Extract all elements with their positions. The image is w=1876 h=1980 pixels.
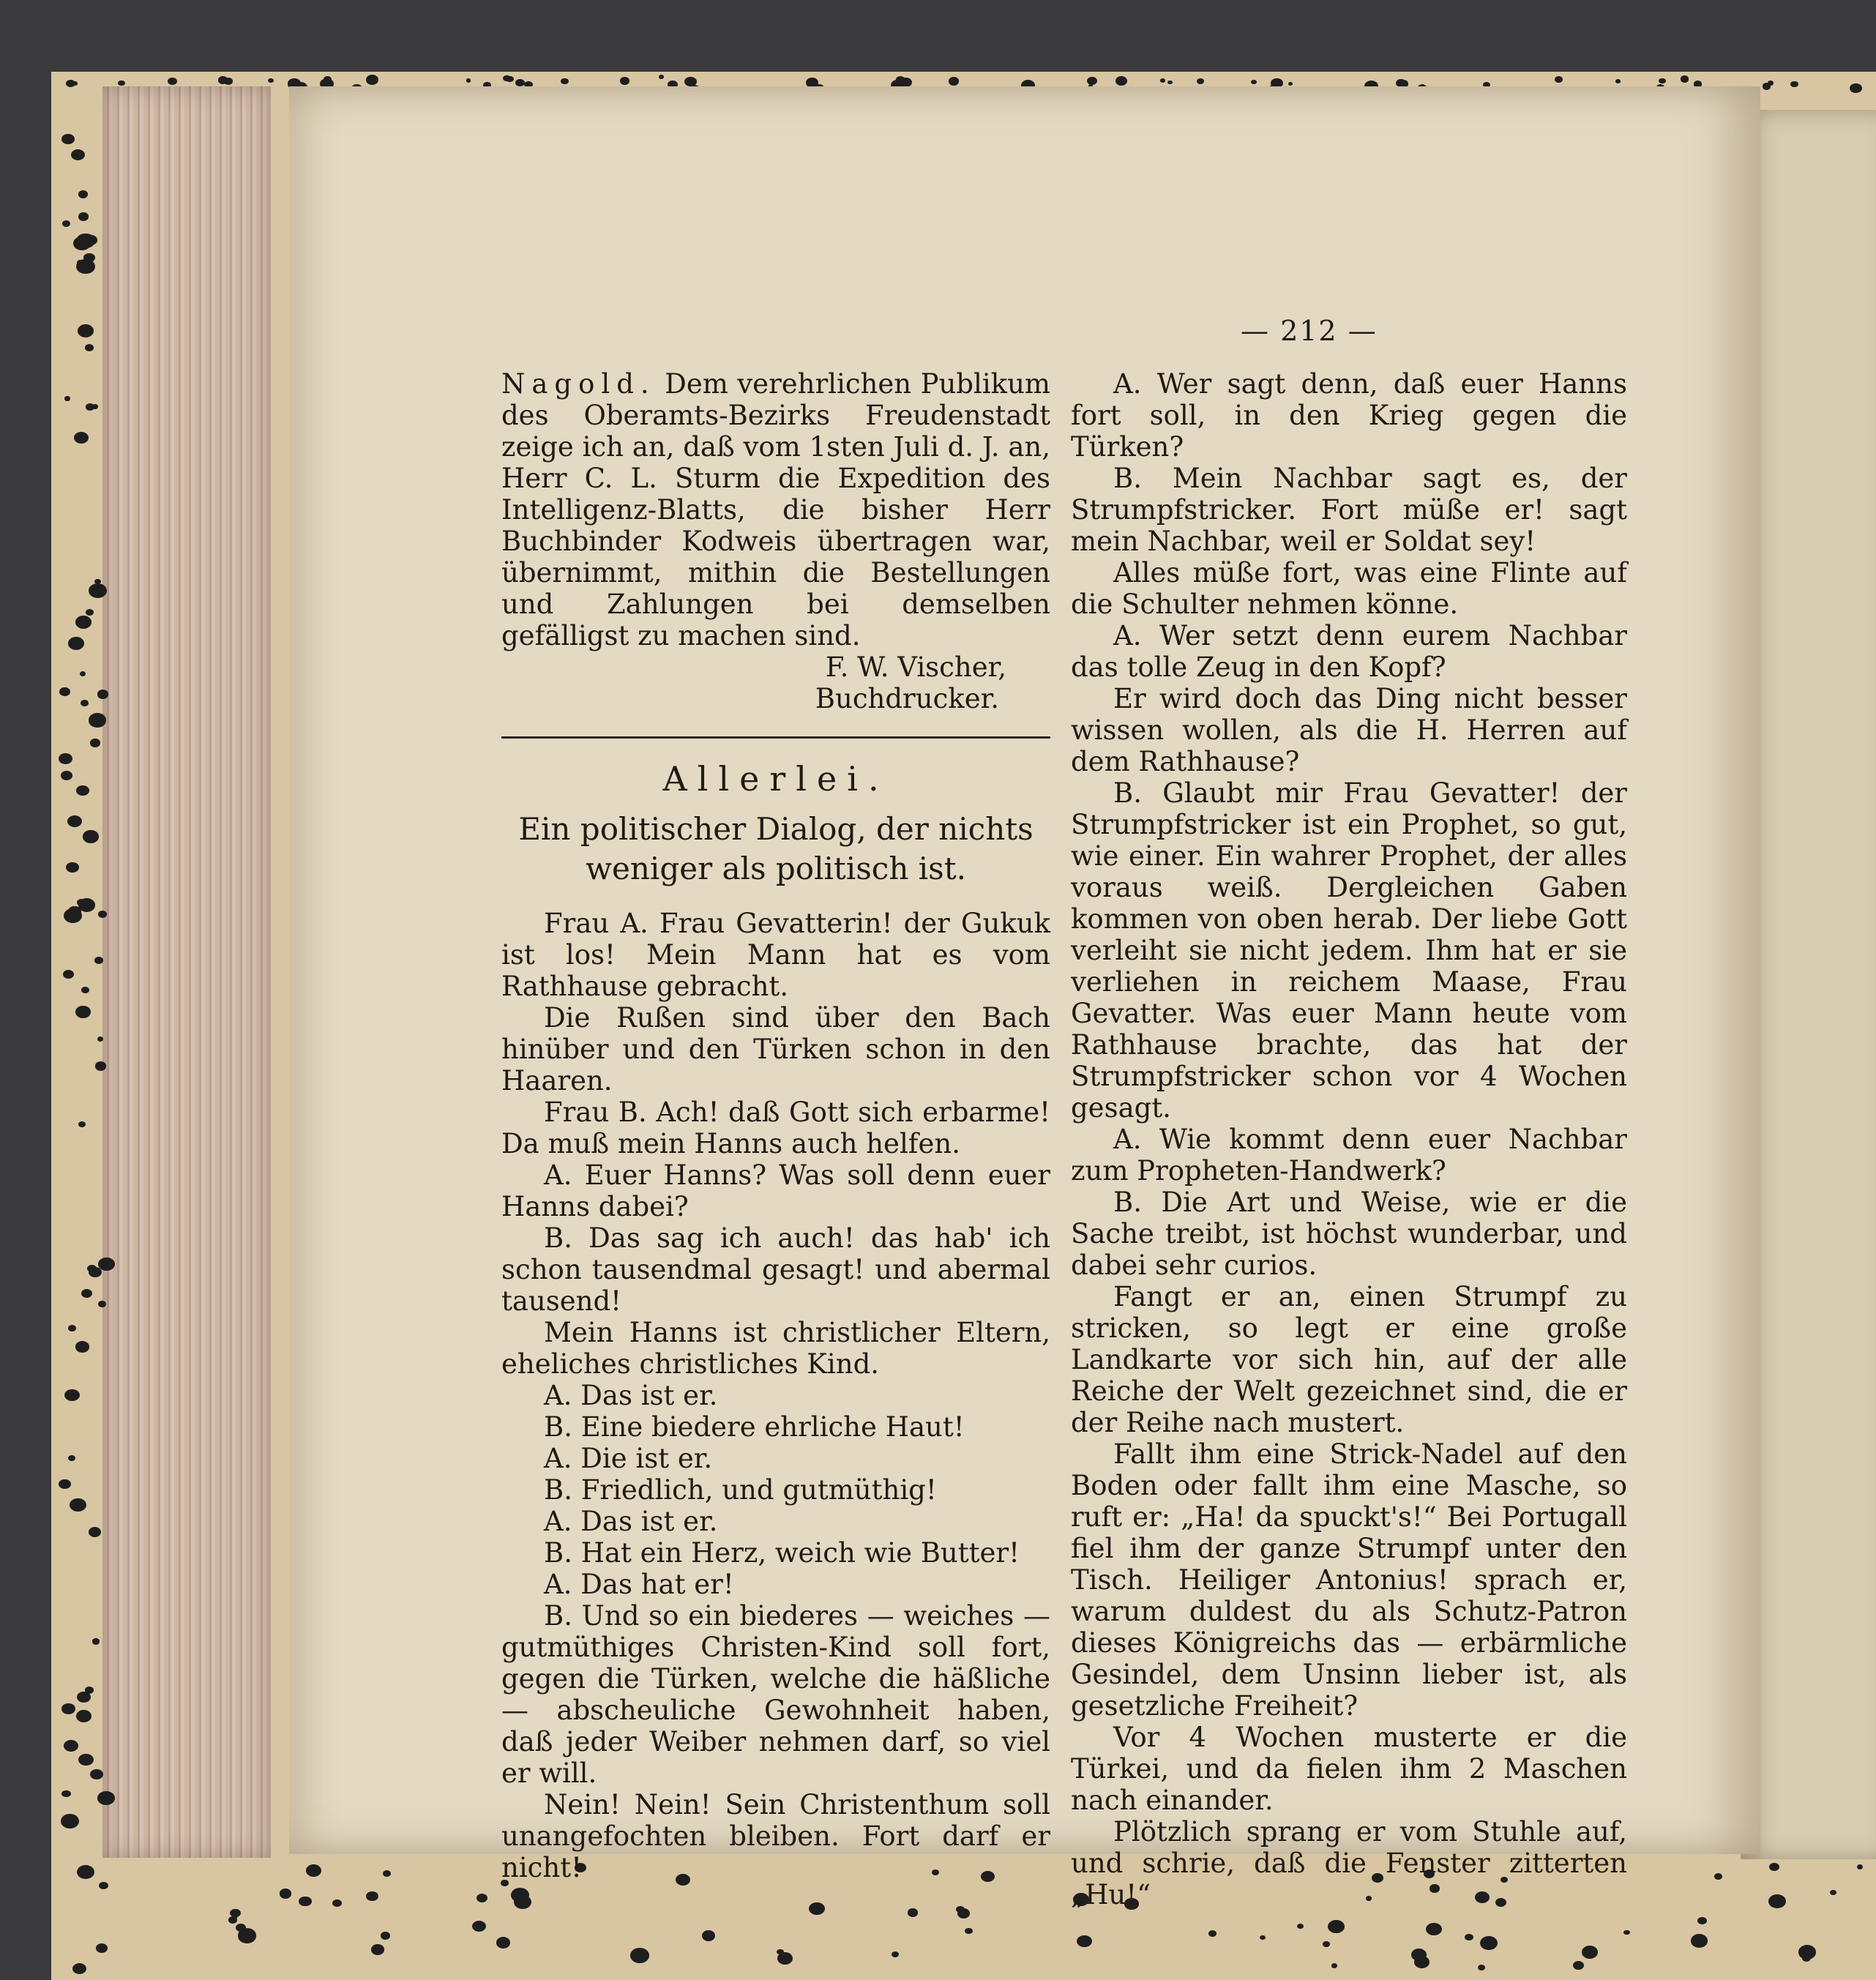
speckle-dot	[78, 190, 88, 198]
dialog-paragraph: A. Euer Hanns? Was soll denn euer Hanns dabei?	[501, 1159, 1050, 1222]
speckle-dot	[99, 1882, 108, 1890]
speckle-dot	[1790, 81, 1798, 88]
speckle-dot	[268, 78, 273, 83]
speckle-dot	[61, 1790, 70, 1798]
speckle-dot	[86, 609, 94, 616]
dialog-paragraph: B. Eine biedere ehrliche Haut!	[544, 1411, 965, 1443]
speckle-dot	[1115, 76, 1127, 86]
speckle-dot	[78, 1754, 93, 1766]
dialog-paragraph: A. Wer setzt denn eurem Nachbar das tolle Zeug in den Kopf?	[1071, 620, 1627, 683]
speckle-dot	[1768, 81, 1774, 85]
dialog-paragraph: Vor 4 Wochen musterte er die Türkei, und da fielen ihm 2 Maschen nach einander.	[1071, 1722, 1627, 1816]
speckle-dot	[78, 212, 89, 221]
speckle-dot	[76, 785, 89, 796]
speckle-dot	[96, 1943, 108, 1953]
notice-place: Nagold.	[501, 368, 656, 400]
dialog-paragraph: Alles müße fort, was eine Flinte auf die Schulter nehmen könne.	[1071, 557, 1627, 620]
speckle-dot	[83, 830, 99, 843]
facing-page-edge	[1741, 110, 1876, 1859]
speckle-dot	[85, 1686, 94, 1694]
speckle-dot	[630, 1948, 649, 1963]
speckle-dot	[908, 1908, 919, 1917]
book-page	[289, 86, 1760, 1910]
dialog-paragraph: Nein! Nein! Sein Christenthum soll unangefochten bleiben. Fort darf er nicht!	[501, 1789, 1050, 1883]
dialog-paragraph: Mein Hanns ist christlicher Eltern, eheliches christliches Kind.	[501, 1317, 1050, 1380]
speckle-dot	[118, 81, 125, 86]
dialog-paragraph: B. Und so ein biederes — weiches — gutmüthiges Christen-Kind soll fort, gegen die Türken, welche die häßliche — abscheuliche Gewohnheit haben, daß jeder Weiber nehmen darf, so viel er will.	[501, 1600, 1050, 1789]
speckle-dot	[1681, 75, 1689, 82]
speckle-dot	[1573, 1961, 1584, 1970]
speckle-dot	[77, 1865, 94, 1879]
speckle-dot	[496, 1937, 510, 1949]
speckle-dot	[64, 1389, 80, 1401]
dialog-paragraph: B. Die Art und Weise, wie er die Sache treibt, ist höchst wunderbar, und dabei sehr curios.	[1071, 1187, 1627, 1281]
speckle-dot	[1331, 1963, 1337, 1968]
right-column	[1071, 368, 1627, 1910]
speckle-dot	[61, 1703, 75, 1714]
dialog-paragraph: Fallt ihm eine Strick-Nadel auf den Boden oder fallt ihm eine Masche, so ruft er: „Ha! da spuckt's!“ Bei Portugall fiel ihm der ganze Strumpf unter den Tisch. Heiliger Antonius! sprach er, warum duldest du als Schutz-Patron dieses Königreichs das — erbärmliche Gesindel, dem Unsinn lieber ist, als gesetzliche Freiheit?	[1071, 1438, 1627, 1722]
speckle-dot	[89, 583, 107, 598]
speckle-dot	[71, 149, 85, 160]
dialog-paragraph: B. Das sag ich auch! das hab' ich schon tausendmal gesagt! und abermal tausend!	[501, 1222, 1050, 1317]
speckle-dot	[75, 616, 91, 629]
section-divider	[501, 736, 1050, 739]
dialog-paragraph: A. Das ist er.	[544, 1380, 718, 1411]
speckle-dot	[98, 1301, 106, 1307]
speckle-dot	[1768, 1894, 1786, 1908]
speckle-dot	[1555, 76, 1563, 83]
dialog-paragraph: Fangt er an, einen Strumpf zu stricken, so legt er eine große Landkarte vor sich hin, auf der alle Reiche der Welt gezeichnet sind, die er der Reihe nach mustert.	[1071, 1281, 1627, 1438]
speckle-dot	[965, 1928, 973, 1935]
dialog-right	[1071, 368, 1627, 1910]
speckle-dot	[59, 1479, 70, 1489]
left-column	[501, 368, 1050, 1883]
speckle-dot	[702, 1930, 715, 1941]
speckle-dot	[1167, 81, 1173, 84]
speckle-dot	[90, 739, 100, 747]
speckle-dot	[777, 1952, 793, 1965]
speckle-dot	[97, 1791, 114, 1805]
speckle-dot	[1208, 1930, 1217, 1937]
page-number: — 212 —	[1241, 315, 1378, 347]
speckle-dot	[59, 687, 70, 696]
speckle-dot	[659, 75, 664, 78]
notice-text: Dem verehrlichen Publikum des Oberamts-Bezirks Freudenstadt zeige ich an, daß vom 1sten Juli d. J. an, Herr C. L. Sturm die Expedition des Intelligenz-Blatts, die bisher Herr Buchbinder Kodweis übertragen war, übernimmt, mithin die Bestellungen und Zahlungen bei demselben gefälligst zu machen sind.	[501, 368, 1050, 651]
dialog-paragraph: B. Mein Nachbar sagt es, der Strumpfstricker. Fort müße er! sagt mein Nachbar, weil er Soldat sey!	[1071, 463, 1627, 557]
dialog-paragraph: Frau A. Frau Gevatterin! der Gukuk ist los! Mein Mann hat es vom Rathhause gebracht.	[501, 908, 1050, 1002]
speckle-dot	[1478, 1965, 1485, 1970]
speckle-dot	[1615, 79, 1621, 83]
speckle-dot	[94, 957, 103, 964]
speckle-dot	[95, 1061, 107, 1070]
speckle-dot	[85, 344, 94, 351]
speckle-dot	[81, 1289, 92, 1298]
speckle-dot	[477, 1894, 487, 1902]
speckle-dot	[92, 1638, 100, 1644]
dialog-paragraph: A. Die ist er.	[544, 1443, 713, 1474]
speckle-dot	[299, 1897, 311, 1907]
notice-paragraph	[501, 368, 1050, 651]
speckle-dot	[72, 81, 78, 86]
speckle-dot	[1414, 1956, 1430, 1968]
speckle-dot	[81, 987, 89, 993]
speckle-dot	[306, 1864, 321, 1877]
speckle-dot	[1802, 1954, 1811, 1962]
speckle-dot	[75, 1006, 91, 1018]
dialog-paragraph: B. Hat ein Herz, weich wie Butter!	[544, 1537, 1020, 1569]
speckle-dot	[506, 76, 514, 82]
speckle-dot	[64, 1740, 78, 1752]
dialog-paragraph: Plötzlich sprang er vom Stuhle auf, und schrie, daß die Fenster zitterten „Hu!“	[1071, 1816, 1627, 1910]
speckle-dot	[371, 1944, 384, 1955]
section-title: Allerlei.	[662, 759, 889, 799]
speckle-dot	[1691, 1934, 1708, 1948]
article-title: Ein politischer Dialog, der nichts weniger als politisch ist.	[518, 811, 1034, 886]
speckle-dot	[1323, 1941, 1330, 1947]
dialog-paragraph: A. Das ist er.	[544, 1506, 718, 1537]
speckle-dot	[61, 771, 72, 780]
speckle-dot	[68, 637, 84, 650]
dialog-paragraph: A. Wer sagt denn, daß euer Hanns fort soll, in den Krieg gegen die Türken?	[1071, 368, 1627, 463]
notice-role: Buchdrucker.	[815, 683, 999, 714]
speckle-dot	[366, 1891, 378, 1901]
dialog-paragraph: Die Rußen sind über den Bach hinüber und den Türken schon in den Haaren.	[501, 1002, 1050, 1097]
dialog-paragraph: B. Friedlich, und gutmüthig!	[544, 1474, 937, 1506]
speckle-dot	[89, 1527, 101, 1537]
speckle-dot	[324, 76, 332, 82]
speckle-dot	[86, 403, 94, 410]
speckle-dot	[83, 253, 94, 262]
speckle-dot	[76, 234, 95, 248]
speckle-dot	[81, 700, 89, 706]
dialog-paragraph: Frau B. Ach! daß Gott sich erbarme! Da muß mein Hanns auch helfen.	[501, 1097, 1050, 1159]
dialog-paragraph: A. Das hat er!	[544, 1569, 734, 1600]
speckle-dot	[1288, 82, 1293, 86]
speckle-dot	[280, 1889, 292, 1898]
speckle-dot	[168, 78, 177, 85]
speckle-dot	[78, 1121, 86, 1127]
speckle-dot	[64, 396, 70, 400]
speckle-dot	[68, 1325, 76, 1331]
page-edges	[102, 86, 271, 1858]
speckle-dot	[1480, 1936, 1498, 1950]
speckle-dot	[94, 579, 100, 584]
dialog-left	[501, 908, 1050, 1883]
speckle-dot	[61, 134, 75, 144]
speckle-dot	[383, 1870, 391, 1877]
speckle-dot	[226, 78, 231, 83]
speckle-dot	[1465, 1934, 1473, 1940]
speckle-dot	[621, 81, 627, 86]
speckle-dot	[238, 1928, 257, 1943]
notice-signature: F. W. Vischer,	[825, 651, 1006, 683]
speckle-dot	[1582, 1946, 1598, 1959]
speckle-dot	[1850, 83, 1862, 93]
speckle-dot	[62, 220, 70, 227]
speckle-dot	[74, 432, 89, 444]
speckle-dot	[64, 908, 82, 923]
dialog-paragraph: Er wird doch das Ding nicht besser wissen wollen, als die H. Herren auf dem Rathhause?	[1071, 683, 1627, 777]
speckle-dot	[1077, 1935, 1091, 1947]
speckle-dot	[1857, 1864, 1863, 1869]
speckle-dot	[1623, 1930, 1629, 1935]
dialog-paragraph: B. Glaubt mir Frau Gevatter! der Strumpfstricker ist ein Prophet, so gut, wie einer. Ein wahrer Prophet, der alles voraus weiß. Dergleichen Gaben kommen von oben herab. Der liebe Gott verleiht sie nicht jedem. Ihm hat er sie verliehen in reichem Maase, Frau Gevatter. Was euer Mann heute vom Rathhause brachte, das hat der Strumpfstricker schon vor 4 Wochen gesagt.	[1071, 777, 1627, 1124]
speckle-dot	[466, 78, 471, 82]
speckle-dot	[381, 1932, 390, 1940]
dialog-paragraph: A. Wie kommt denn euer Nachbar zum Propheten-Handwerk?	[1071, 1124, 1627, 1187]
speckle-dot	[1251, 80, 1256, 84]
speckle-dot	[78, 324, 94, 337]
